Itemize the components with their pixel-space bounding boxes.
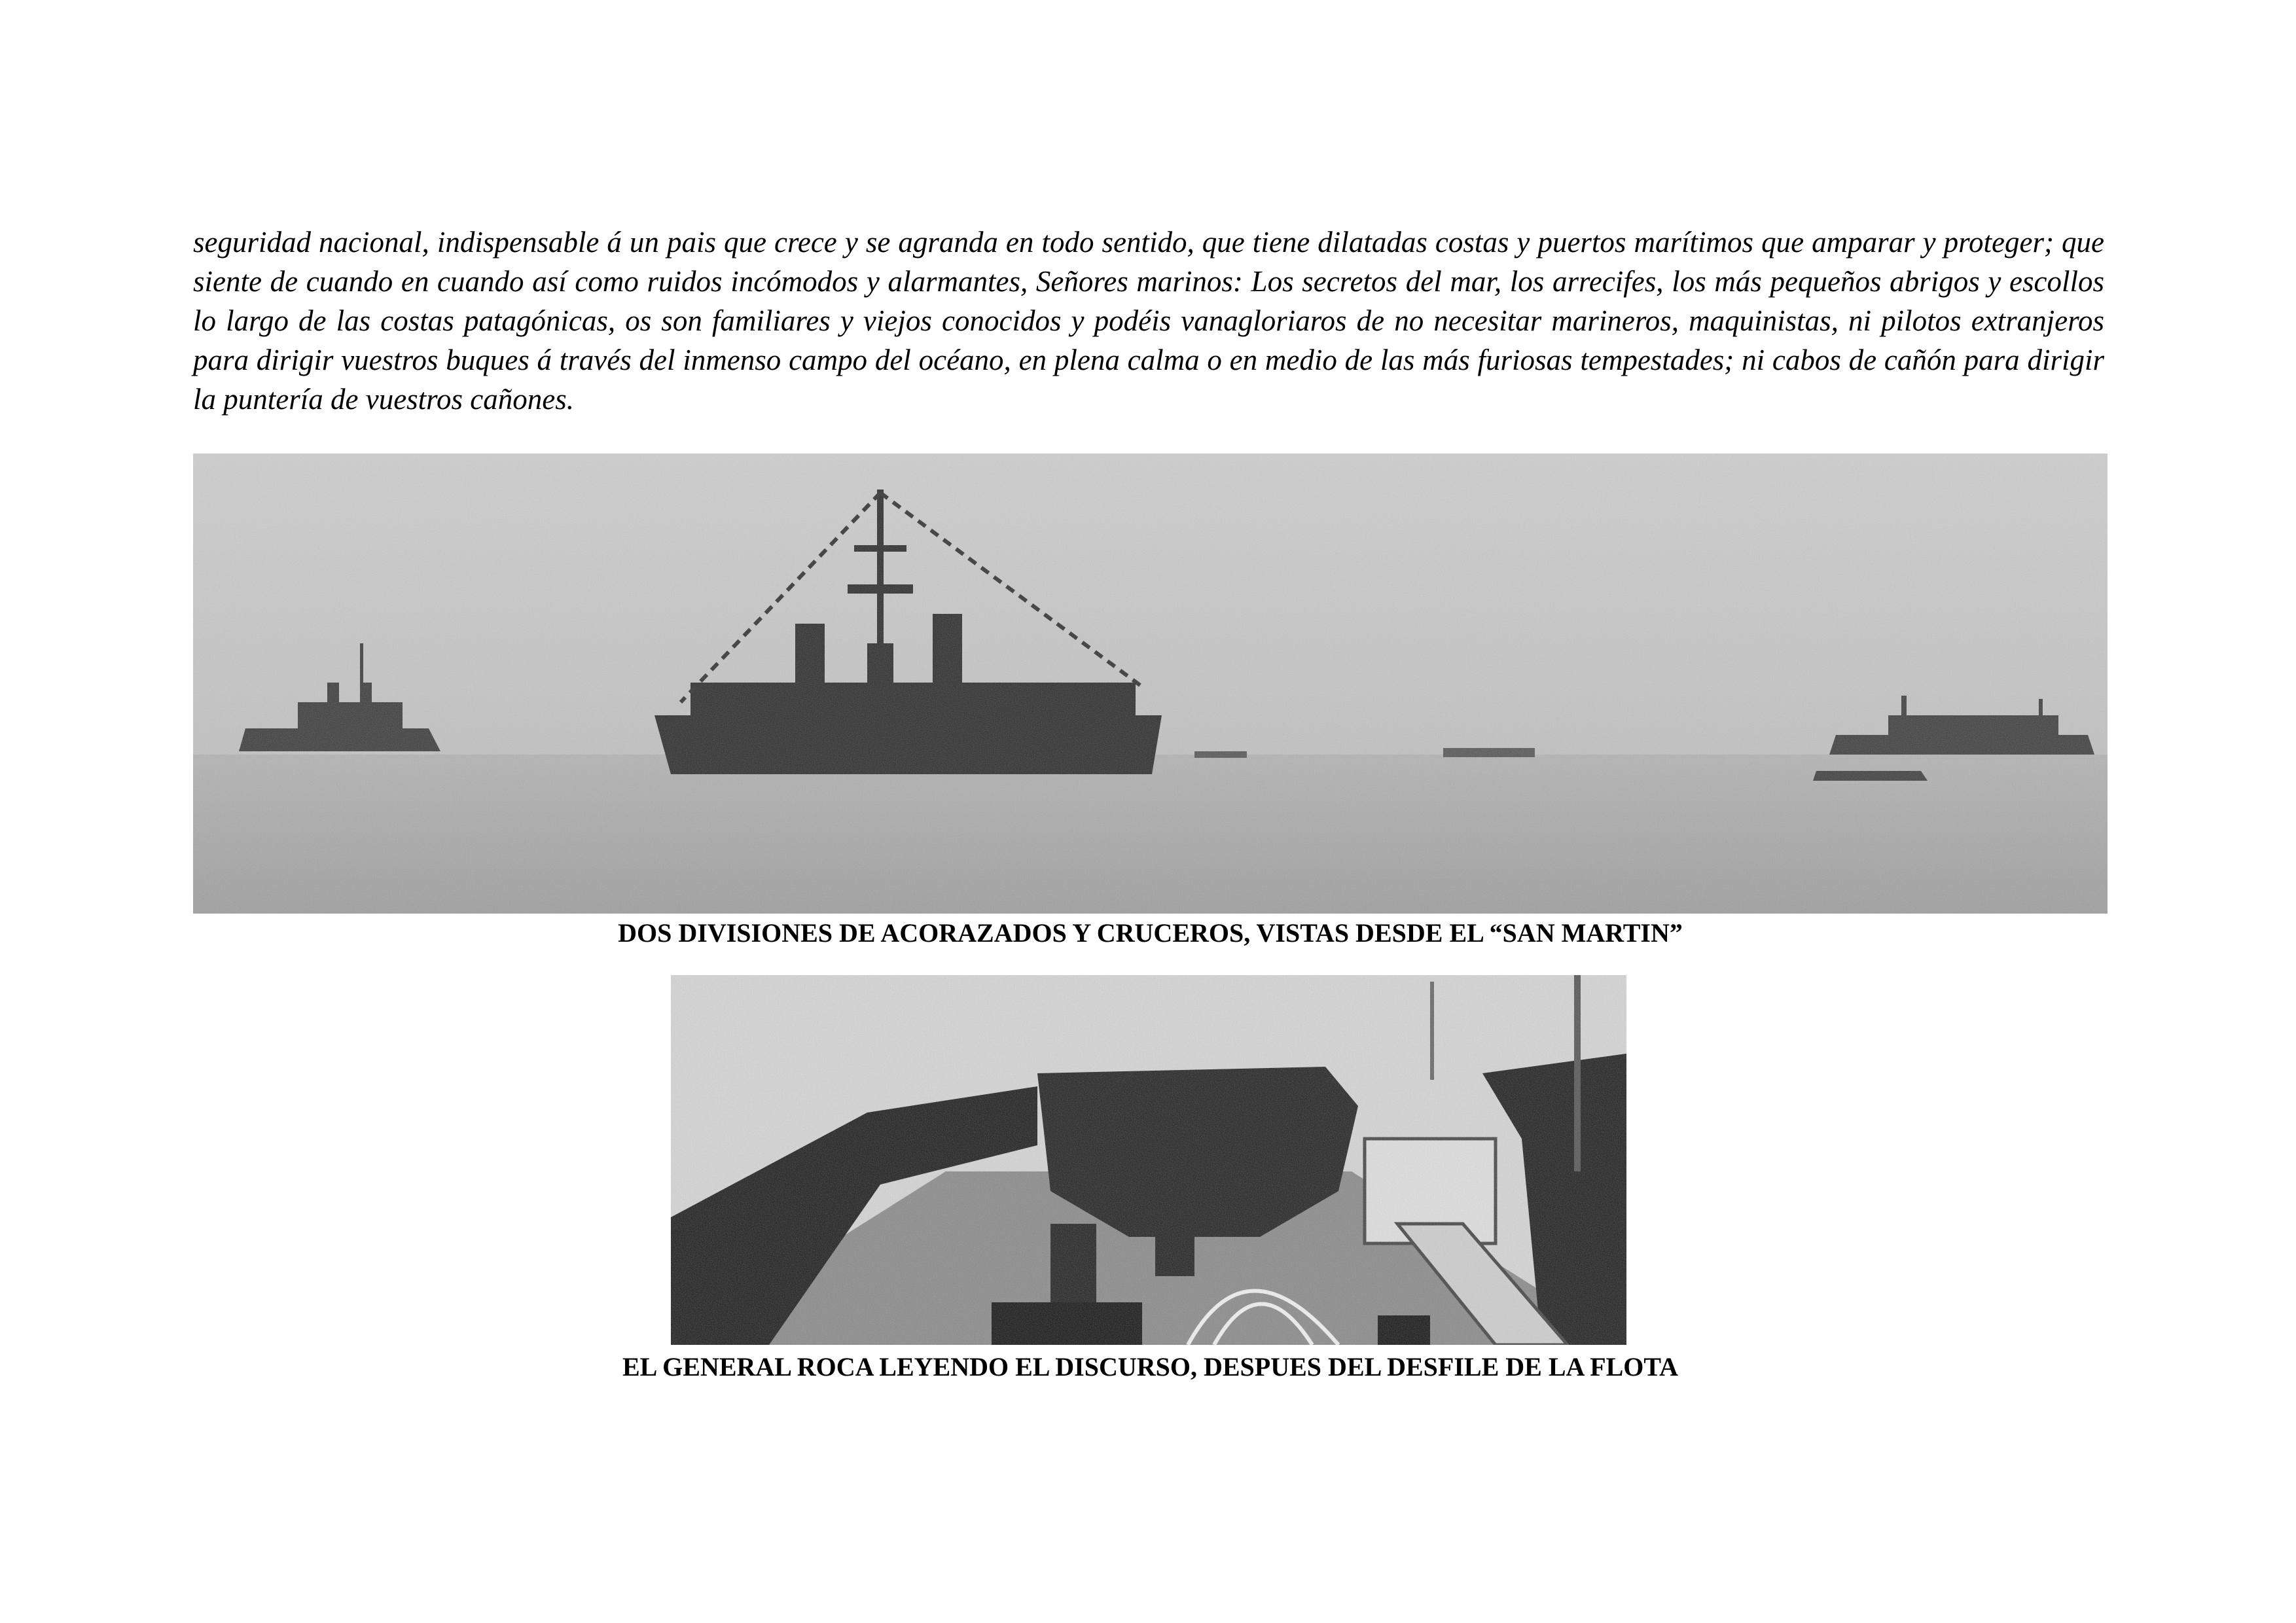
ship-deck-crowd-photo [671,975,1626,1345]
caption-deck: EL GENERAL ROCA LEYENDO EL DISCURSO, DESPUES DEL DESFILE DE LA FLOTA [622,1352,1679,1382]
ship-deck-drawing [671,975,1626,1345]
caption-warships: DOS DIVISIONES DE ACORAZADOS Y CRUCEROS, VISTAS DESDE EL “SAN MARTIN” [618,918,1683,948]
body-paragraph: seguridad nacional, indispensable á un pais que crece y se agranda en todo sentido, que tiene dilatadas costas y puertos marítimos que amparar y proteger; que siente de cuando en cuando así como ruidos incómodos y alarmantes, Señores marinos: Los secretos del mar, los arrecifes, los más pequeños abrigos y escollos lo largo de las costas patagónicas, os son familiares y viejos conocidos y podéis vanagloriaros de no necesitar marineros, maquinistas, ni pilotos extranjeros para dirigir vuestros buques á través del inmenso campo del océano, en plena calma o en medio de las más furiosas tempestades; ni cabos de cañón para dirigir la puntería de vuestros cañones. [193,226,2104,416]
warships-photo-drawing [193,454,2108,914]
warships-photo [193,454,2108,914]
